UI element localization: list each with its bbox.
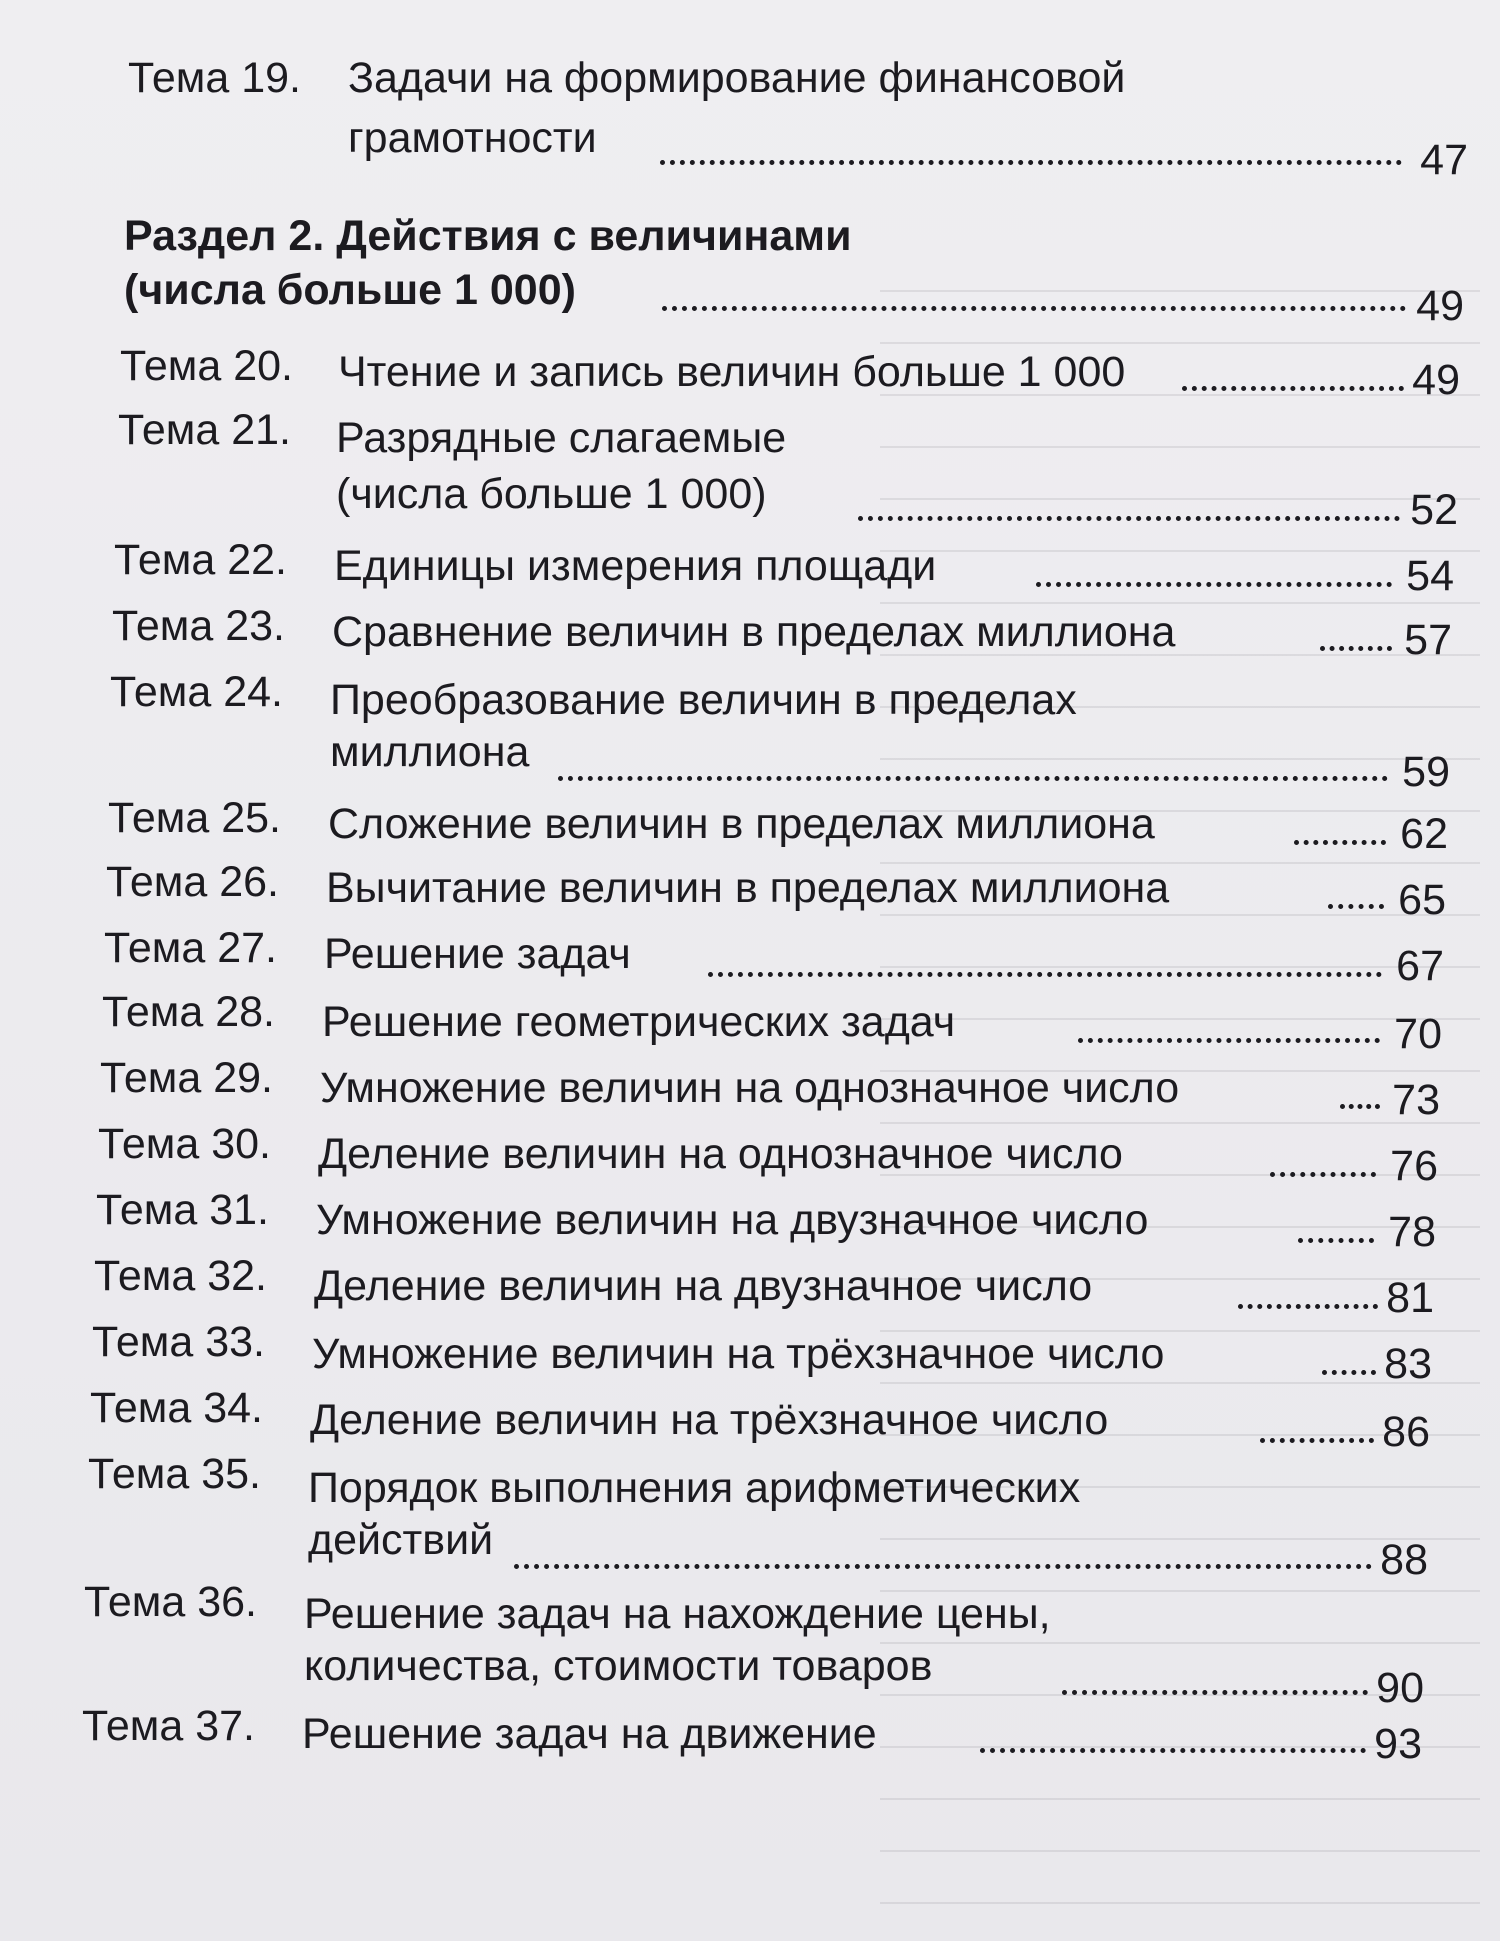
toc-entry-label: Тема 19. bbox=[128, 54, 301, 102]
toc-entry-page: 59 bbox=[1402, 748, 1450, 796]
toc-entry-title: Деление величин на однозначное число bbox=[318, 1130, 1123, 1178]
toc-entry-label: Тема 23. bbox=[112, 602, 285, 650]
dot-leader bbox=[1322, 1370, 1376, 1375]
dot-leader bbox=[558, 776, 1388, 781]
toc-entry-22[interactable] bbox=[114, 530, 1454, 600]
toc-entry-23[interactable] bbox=[112, 596, 1452, 664]
dot-leader bbox=[1062, 1690, 1368, 1695]
section-title: Раздел 2. Действия с величинами bbox=[124, 212, 852, 260]
dot-leader bbox=[858, 516, 1400, 521]
toc-entry-title-continued: количества, стоимости товаров bbox=[304, 1642, 933, 1690]
toc-entry-page: 67 bbox=[1396, 942, 1444, 990]
section-page: 49 bbox=[1416, 282, 1464, 330]
dot-leader bbox=[1238, 1304, 1378, 1309]
toc-entry-32[interactable] bbox=[94, 1246, 1434, 1322]
toc-entry-page: 70 bbox=[1394, 1010, 1442, 1058]
toc-entry-label: Тема 34. bbox=[90, 1384, 263, 1432]
toc-entry-title-continued: действий bbox=[308, 1516, 494, 1564]
dot-leader bbox=[708, 972, 1382, 977]
toc-entry-label: Тема 26. bbox=[106, 858, 279, 906]
toc-entry-title: Разрядные слагаемые bbox=[336, 414, 787, 462]
toc-entry-title: Задачи на формирование финансовой bbox=[348, 54, 1126, 102]
toc-entry-label: Тема 30. bbox=[98, 1120, 271, 1168]
toc-entry-title: Деление величин на трёхзначное число bbox=[310, 1396, 1109, 1444]
toc-entry-33[interactable] bbox=[92, 1312, 1432, 1388]
toc-entry-title: Решение задач bbox=[324, 930, 631, 978]
toc-entry-26[interactable] bbox=[106, 852, 1446, 924]
toc-entry-page: 65 bbox=[1398, 876, 1446, 924]
toc-entry-label: Тема 22. bbox=[114, 536, 287, 584]
toc-entry-title: Решение задач на нахождение цены, bbox=[304, 1590, 1051, 1638]
toc-entry-label: Тема 27. bbox=[104, 924, 277, 972]
toc-entry-20[interactable] bbox=[120, 336, 1460, 404]
dot-leader bbox=[1328, 904, 1384, 909]
dot-leader bbox=[1294, 840, 1386, 845]
toc-entry-24[interactable] bbox=[110, 662, 1450, 796]
toc-entry-label: Тема 36. bbox=[84, 1578, 257, 1626]
toc-entry-title: Вычитание величин в пределах миллиона bbox=[326, 864, 1170, 912]
toc-entry-title: Умножение величин на трёхзначное число bbox=[312, 1330, 1165, 1378]
dot-leader bbox=[1260, 1438, 1374, 1443]
toc-entry-title: Порядок выполнения арифметических bbox=[308, 1464, 1081, 1512]
toc-entry-page: 62 bbox=[1400, 810, 1448, 858]
toc-entry-title: Решение геометрических задач bbox=[322, 998, 956, 1046]
toc-entry-25[interactable] bbox=[108, 788, 1448, 858]
toc-entry-label: Тема 25. bbox=[108, 794, 281, 842]
dot-leader bbox=[662, 306, 1406, 311]
toc-entry-29[interactable] bbox=[100, 1048, 1440, 1124]
toc-entry-label: Тема 21. bbox=[118, 406, 291, 454]
dot-leader bbox=[1340, 1104, 1380, 1109]
toc-entry-label: Тема 28. bbox=[102, 988, 275, 1036]
toc-entry-title: Умножение величин на двузначное число bbox=[316, 1196, 1149, 1244]
toc-entry-page: 47 bbox=[1420, 136, 1468, 184]
dot-leader bbox=[980, 1748, 1366, 1753]
toc-entry-label: Тема 35. bbox=[88, 1450, 261, 1498]
dot-leader bbox=[660, 160, 1402, 165]
toc-entry-page: 57 bbox=[1404, 616, 1452, 664]
toc-entry-36[interactable] bbox=[84, 1572, 1424, 1712]
dot-leader bbox=[1182, 386, 1404, 391]
toc-entry-page: 90 bbox=[1376, 1664, 1424, 1712]
toc-entry-title: Сравнение величин в пределах миллиона bbox=[332, 608, 1176, 656]
dot-leader bbox=[1078, 1038, 1380, 1043]
toc-entry-21[interactable] bbox=[118, 400, 1458, 534]
dot-leader bbox=[1036, 582, 1392, 587]
section-title-continued: (числа больше 1 000) bbox=[124, 266, 576, 314]
toc-entry-35[interactable] bbox=[88, 1444, 1428, 1584]
toc-entry-title: Преобразование величин в пределах bbox=[330, 676, 1077, 724]
toc-entry-page: 88 bbox=[1380, 1536, 1428, 1584]
toc-section-2[interactable] bbox=[124, 206, 1464, 330]
toc-entry-title-continued: миллиона bbox=[330, 728, 530, 776]
toc-entry-title: Единицы измерения площади bbox=[334, 542, 937, 590]
toc-entry-page: 86 bbox=[1382, 1408, 1430, 1456]
toc-entry-28[interactable] bbox=[102, 982, 1442, 1058]
toc-entry-label: Тема 20. bbox=[120, 342, 293, 390]
toc-entry-page: 93 bbox=[1374, 1720, 1422, 1768]
toc-entry-label: Тема 31. bbox=[96, 1186, 269, 1234]
toc-entry-title: Деление величин на двузначное число bbox=[314, 1262, 1093, 1310]
dot-leader bbox=[514, 1564, 1372, 1569]
toc-entry-label: Тема 29. bbox=[100, 1054, 273, 1102]
toc-entry-34[interactable] bbox=[90, 1378, 1430, 1456]
toc-entry-31[interactable] bbox=[96, 1180, 1436, 1256]
dot-leader bbox=[1298, 1238, 1374, 1243]
toc-entry-title: Чтение и запись величин больше 1 000 bbox=[338, 348, 1126, 396]
toc-entry-page: 54 bbox=[1406, 552, 1454, 600]
toc-entry-label: Тема 33. bbox=[92, 1318, 265, 1366]
toc-entry-title: Умножение величин на однозначное число bbox=[320, 1064, 1180, 1112]
toc-entry-37[interactable] bbox=[82, 1696, 1422, 1768]
toc-entry-page: 76 bbox=[1390, 1142, 1438, 1190]
toc-entry-19[interactable] bbox=[128, 48, 1468, 184]
toc-entry-title-continued: (числа больше 1 000) bbox=[336, 470, 767, 518]
toc-entry-page: 81 bbox=[1386, 1274, 1434, 1322]
toc-entry-label: Тема 32. bbox=[94, 1252, 267, 1300]
toc-entry-label: Тема 24. bbox=[110, 668, 283, 716]
toc-entry-page: 49 bbox=[1412, 356, 1460, 404]
dot-leader bbox=[1320, 646, 1392, 651]
toc-entry-27[interactable] bbox=[104, 918, 1444, 990]
toc-entry-title: Сложение величин в пределах миллиона bbox=[328, 800, 1155, 848]
toc-entry-page: 78 bbox=[1388, 1208, 1436, 1256]
toc-entry-30[interactable] bbox=[98, 1114, 1438, 1190]
toc-entry-title: Решение задач на движение bbox=[302, 1710, 877, 1758]
toc-entry-label: Тема 37. bbox=[82, 1702, 255, 1750]
toc-entry-page: 52 bbox=[1410, 486, 1458, 534]
dot-leader bbox=[1270, 1172, 1376, 1177]
toc-entry-page: 83 bbox=[1384, 1340, 1432, 1388]
toc-entry-title-continued: грамотности bbox=[348, 114, 597, 162]
toc-entry-page: 73 bbox=[1392, 1076, 1440, 1124]
